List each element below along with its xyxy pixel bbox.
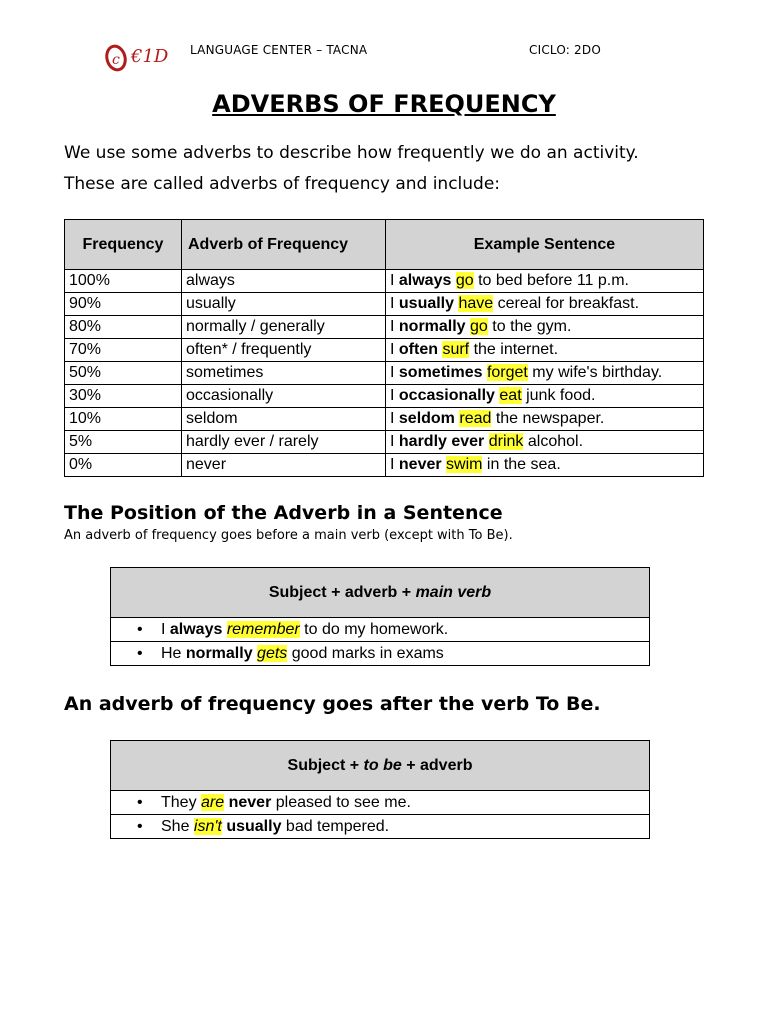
bullet-icon: • (137, 794, 143, 811)
table-row (65, 362, 704, 385)
page-title: ADVERBS OF FREQUENCY (212, 90, 556, 118)
example-rest: alcohol. (523, 433, 584, 450)
adverb-cell: sometimes (182, 362, 386, 385)
example-subject: I (390, 341, 399, 358)
example-verb: are (201, 794, 225, 811)
example-adverb: hardly ever (398, 433, 485, 450)
frequency-table-body (65, 270, 704, 477)
example-verb: eat (499, 387, 522, 404)
frequency-cell: 5% (65, 431, 182, 454)
example-verb: remember (226, 621, 300, 638)
example-rest: good marks in exams (287, 645, 444, 662)
formula-part-italic: to be (363, 756, 402, 774)
adverb-cell: seldom (182, 408, 386, 431)
example-verb: have (458, 295, 494, 312)
example-rest: pleased to see me. (271, 794, 411, 811)
example-rest: my wife's birthday. (527, 364, 663, 381)
header-school-name: LANGUAGE CENTER – TACNA (190, 43, 368, 57)
example-verb: swim (446, 456, 483, 473)
bullet-icon: • (137, 621, 143, 638)
example-rest: bad tempered. (281, 818, 390, 835)
example-subject: I (390, 272, 399, 289)
frequency-cell: 80% (65, 316, 182, 339)
example-cell (386, 385, 704, 408)
example-adverb: seldom (398, 410, 455, 427)
example-rest: junk food. (521, 387, 596, 404)
example-verb: go (470, 318, 488, 335)
frequency-table (64, 219, 704, 477)
example-cell (386, 339, 704, 362)
formula-header (111, 568, 650, 618)
header-example: Example Sentence (386, 220, 704, 270)
example-verb: surf (442, 341, 470, 358)
example-rest: the newspaper. (491, 410, 605, 427)
example-subject: I (390, 364, 399, 381)
example-verb: gets (257, 645, 288, 662)
formula-part: Subject + (287, 756, 364, 774)
example-cell (386, 362, 704, 385)
example-cell (386, 454, 704, 477)
frequency-cell: 10% (65, 408, 182, 431)
example-subject: I (390, 295, 399, 312)
example-adverb: never (398, 456, 442, 473)
example-rest: the internet. (469, 341, 559, 358)
table-row (65, 316, 704, 339)
bullet-icon: • (137, 645, 143, 662)
table-row (65, 293, 704, 316)
formula-part: + adverb (401, 756, 473, 774)
example-adverb: often (398, 341, 438, 358)
table-header-row (111, 568, 650, 618)
adverb-cell: occasionally (182, 385, 386, 408)
table-row (65, 431, 704, 454)
svg-text:€1D: €1D (131, 46, 169, 67)
table-row (65, 270, 704, 293)
header-adverb: Adverb of Frequency (182, 220, 386, 270)
frequency-cell: 30% (65, 385, 182, 408)
example-cell (111, 815, 650, 839)
adverb-cell: normally / generally (182, 316, 386, 339)
example-adverb: occasionally (398, 387, 495, 404)
example-adverb: usually (398, 295, 455, 312)
table-row (111, 618, 650, 642)
table-row (111, 791, 650, 815)
formula-header (111, 741, 650, 791)
example-cell (386, 293, 704, 316)
formula-part-italic: main verb (415, 583, 492, 601)
table-row (65, 454, 704, 477)
example-adverb: sometimes (398, 364, 483, 381)
header-cycle: CICLO: 2DO (529, 43, 601, 57)
example-verb: isn't (193, 818, 222, 835)
table-header-row (111, 741, 650, 791)
example-subject: I (390, 318, 399, 335)
example-subject: I (390, 387, 399, 404)
example-subject: I (390, 456, 399, 473)
intro-line-2: These are called adverbs of frequency and include: (64, 174, 501, 194)
frequency-cell: 50% (65, 362, 182, 385)
table-row (65, 385, 704, 408)
example-verb: drink (488, 433, 524, 450)
table-row (111, 815, 650, 839)
example-rest: cereal for breakfast. (493, 295, 640, 312)
example-verb: go (455, 272, 474, 289)
frequency-cell: 100% (65, 270, 182, 293)
adverb-cell: always (182, 270, 386, 293)
example-cell (386, 270, 704, 293)
adverb-cell: usually (182, 293, 386, 316)
svg-text:c: c (112, 52, 120, 68)
example-adverb: always (169, 621, 223, 638)
table-row (65, 339, 704, 362)
example-rest: to the gym. (487, 318, 572, 335)
example-subject: She (161, 818, 194, 835)
example-adverb: always (398, 272, 452, 289)
table-header-row (65, 220, 704, 270)
example-adverb: normally (185, 645, 253, 662)
before-main-verb-table (110, 567, 650, 666)
ceid-logo (103, 40, 183, 74)
example-adverb: normally (398, 318, 466, 335)
adverb-cell: often* / frequently (182, 339, 386, 362)
frequency-cell: 0% (65, 454, 182, 477)
example-rest: in the sea. (482, 456, 561, 473)
after-to-be-table (110, 740, 650, 839)
section-subtext-position: An adverb of frequency goes before a main verb (except with To Be). (64, 528, 513, 543)
example-subject: I (161, 621, 170, 638)
example-rest: to do my homework. (299, 621, 449, 638)
example-subject: They (161, 794, 202, 811)
section-heading-to-be: An adverb of frequency goes after the verb To Be. (64, 693, 601, 715)
formula-part: Subject + adverb + (268, 583, 416, 601)
table-row (65, 408, 704, 431)
example-verb: read (459, 410, 492, 427)
example-cell (111, 791, 650, 815)
example-rest: to bed before 11 p.m. (473, 272, 629, 289)
frequency-cell: 90% (65, 293, 182, 316)
example-cell (111, 618, 650, 642)
example-verb: forget (486, 364, 528, 381)
adverb-cell: never (182, 454, 386, 477)
table-row (111, 642, 650, 666)
example-subject: He (161, 645, 186, 662)
example-cell (386, 316, 704, 339)
frequency-cell: 70% (65, 339, 182, 362)
example-cell (386, 408, 704, 431)
adverb-cell: hardly ever / rarely (182, 431, 386, 454)
bullet-icon: • (137, 818, 143, 835)
example-cell (386, 431, 704, 454)
example-adverb: never (228, 794, 272, 811)
header-frequency: Frequency (65, 220, 182, 270)
example-subject: I (390, 410, 399, 427)
section-heading-position: The Position of the Adverb in a Sentence (64, 502, 503, 524)
example-cell (111, 642, 650, 666)
example-subject: I (390, 433, 399, 450)
example-adverb: usually (226, 818, 282, 835)
intro-line-1: We use some adverbs to describe how frequently we do an activity. (64, 143, 639, 163)
